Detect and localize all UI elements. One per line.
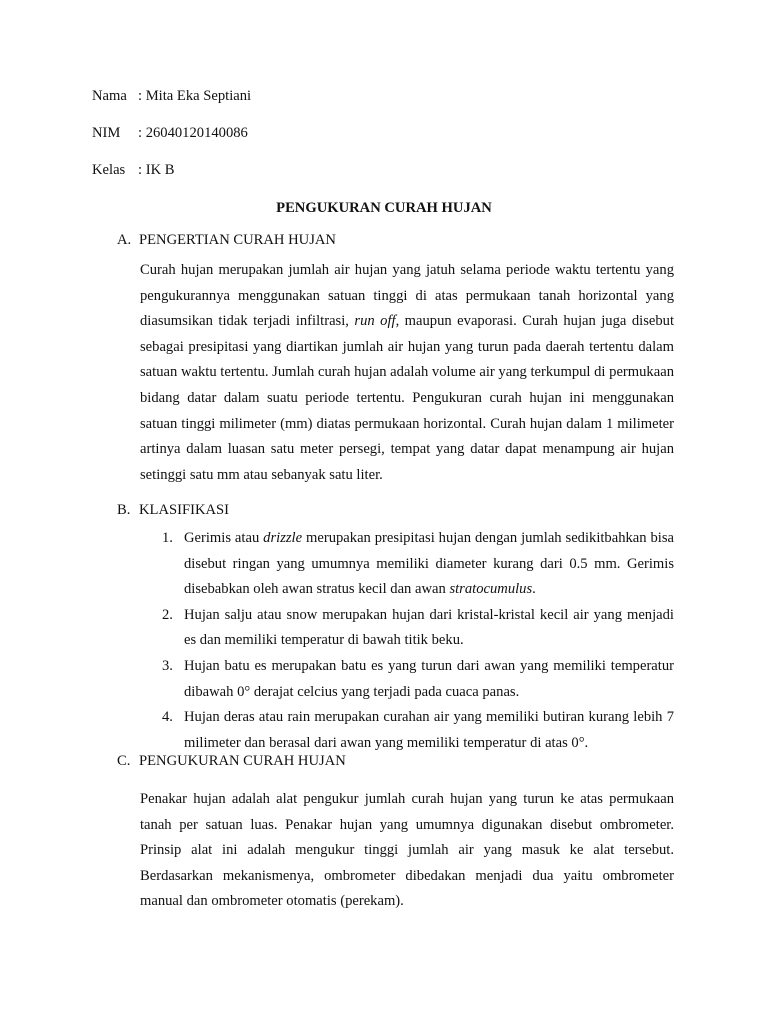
section-a-title: PENGERTIAN CURAH HUJAN xyxy=(139,232,336,248)
item-1-italic-stratocumulus: stratocumulus xyxy=(449,581,533,598)
section-a-text-2: , maupun evaporasi. Curah hujan juga disebut sebagai presipitasi yang diartikan jumlah air hujan yang turun pada daerah tertentu dalam satuan waktu tertentu. Jumlah curah hujan adalah volume air yang terkumpul di permukaan bidang datar dalam suatu periode tertentu. Pengukuran curah hujan ini menggunakan satuan tinggi milimeter (mm) diatas permukaan horizontal. Curah hujan dalam 1 milimeter artinya dalam luasan satu meter persegi, tempat yang datar dapat menampung air hujan setinggi satu mm atau sebanyak satu liter. xyxy=(140,313,674,483)
list-text: Hujan deras atau rain merupakan curahan air yang memiliki butiran kurang lebih 7 milimeter dan berasal dari awan yang memiliki temperatur di atas 0°. xyxy=(184,709,674,751)
list-number: 1. xyxy=(162,530,173,546)
kelas-row xyxy=(92,160,174,180)
list-text: Hujan batu es merupakan batu es yang turun dari awan yang memiliki temperatur dibawah 0° derajat celcius yang terjadi pada cuaca panas. xyxy=(184,657,674,700)
item-1-text-1: Gerimis atau xyxy=(184,530,264,546)
section-b-letter: B. xyxy=(117,502,131,518)
name-row xyxy=(92,86,251,106)
name-value: : Mita Eka Septiani xyxy=(138,88,252,104)
klasifikasi-list xyxy=(162,526,674,756)
section-c-letter: C. xyxy=(117,753,131,769)
list-item xyxy=(162,603,674,654)
section-b-heading xyxy=(117,500,229,520)
section-a-text-1: Curah hujan merupakan jumlah air hujan yang jatuh selama periode waktu tertentu yang pengukurannya menggunakan satuan tinggi di atas permukaan tanah horizontal yang diasumsikan tidak terjadi infiltrasi, xyxy=(140,262,674,330)
kelas-label: Kelas xyxy=(92,162,126,178)
list-text: Hujan salju atau snow merupakan hujan dari kristal-kristal kecil air yang menjadi es dan memiliki temperatur di bawah titik beku. xyxy=(184,606,674,649)
list-text xyxy=(184,526,674,603)
section-a-letter: A. xyxy=(117,232,132,248)
item-1-text-2: merupakan presipitasi hujan dengan jumlah sedikitbahkan bisa disebut ringan yang umumnya memiliki diameter kurang dari 0.5 mm. Gerimis disebabkan oleh awan stratus kecil dan awan xyxy=(184,530,674,598)
section-a-paragraph xyxy=(140,258,674,488)
section-c-heading xyxy=(117,751,346,771)
nim-row xyxy=(92,123,248,143)
kelas-value: : IK B xyxy=(138,162,175,178)
document-title: PENGUKURAN CURAH HUJAN xyxy=(276,200,492,216)
section-c-paragraph: Penakar hujan adalah alat pengukur jumlah curah hujan yang turun ke atas permukaan tanah per satuan luas. Penakar hujan yang umumnya digunakan disebut ombrometer. Prinsip alat ini adalah mengukur tinggi jumlah air yang masuk ke alat tersebut. Berdasarkan mekanismenya, ombrometer dibedakan menjadi dua yaitu ombrometer manual dan ombrometer otomatis (perekam). xyxy=(140,791,674,910)
list-item xyxy=(162,654,674,705)
item-1-italic-drizzle: drizzle xyxy=(263,530,303,546)
item-1-text-3: . xyxy=(532,581,536,598)
list-item xyxy=(162,705,674,756)
section-a-heading xyxy=(117,230,336,250)
section-a-italic-run-off: run off xyxy=(354,313,396,330)
list-number: 4. xyxy=(162,709,173,726)
section-c-title: PENGUKURAN CURAH HUJAN xyxy=(139,753,346,769)
section-b-title: KLASIFIKASI xyxy=(139,502,229,518)
list-number: 3. xyxy=(162,657,173,674)
nim-value: : 26040120140086 xyxy=(138,125,248,141)
list-item xyxy=(162,526,674,603)
nim-label: NIM xyxy=(92,125,121,141)
name-label: Nama xyxy=(92,88,127,104)
list-number: 2. xyxy=(162,606,173,623)
